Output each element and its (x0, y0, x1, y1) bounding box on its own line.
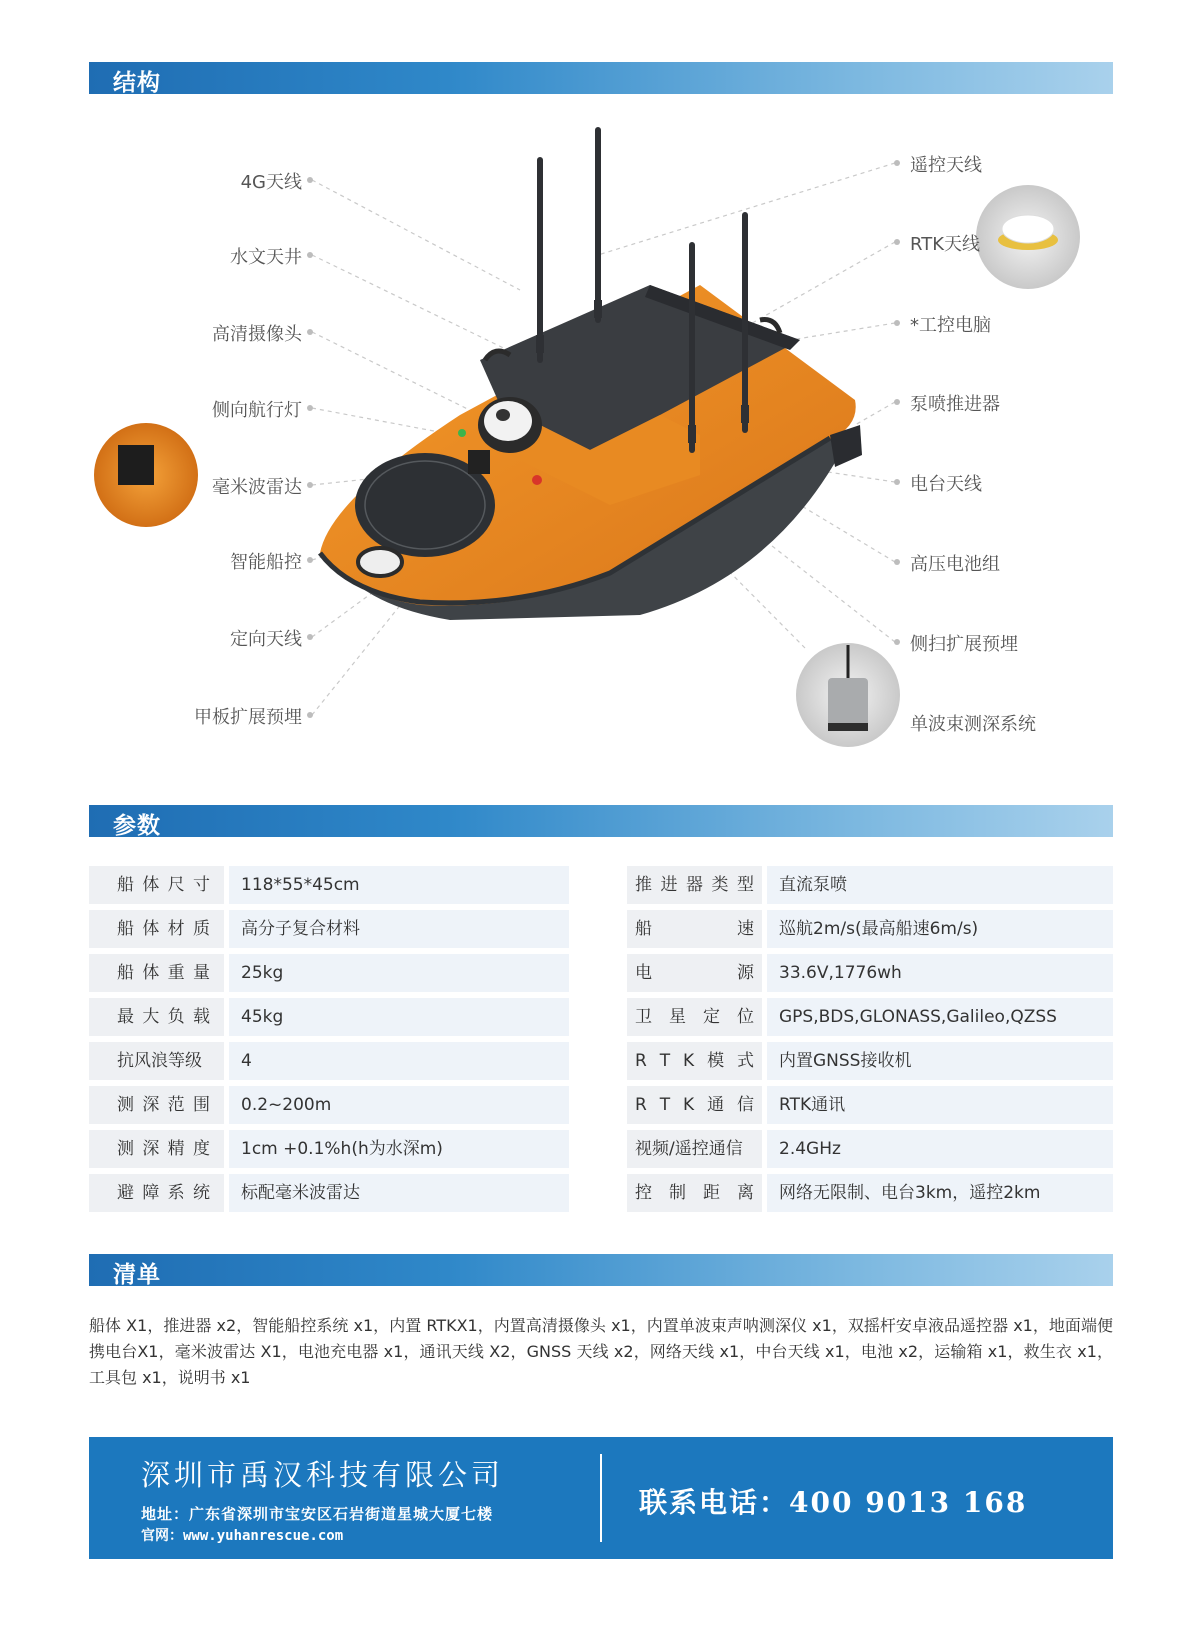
label-smart-control: 智能船控 (230, 552, 302, 573)
param-value: 0.2~200m (229, 1086, 569, 1124)
param-value: GPS,BDS,GLONASS,Galileo,QZSS (767, 998, 1113, 1036)
param-row (627, 954, 1113, 992)
label-sidescan-expansion: 侧扫扩展预埋 (910, 634, 1018, 655)
param-row (89, 1042, 569, 1080)
section-title-checklist: 清单 (113, 1262, 161, 1288)
param-value: 2.4GHz (767, 1130, 1113, 1168)
label-directional-antenna: 定向天线 (230, 629, 302, 650)
param-key: 最 大 负 载 (89, 998, 224, 1036)
param-key: 推 进 器 类 型 (627, 866, 762, 904)
param-value: 1cm +0.1%h(h为水深m) (229, 1130, 569, 1168)
label-rtk-antenna: RTK天线 (910, 234, 980, 255)
param-value: 直流泵喷 (767, 866, 1113, 904)
label-rc-antenna: 遥控天线 (910, 155, 982, 176)
param-row (627, 1086, 1113, 1124)
param-key: 船 速 (627, 910, 762, 948)
label-radio-antenna: 电台天线 (910, 474, 982, 495)
label-pump-thruster: 泵喷推进器 (910, 394, 1000, 415)
param-value: 25kg (229, 954, 569, 992)
param-key: 测 深 精 度 (89, 1130, 224, 1168)
param-value: 33.6V,1776wh (767, 954, 1113, 992)
section-bar-params (89, 805, 1113, 837)
company-website: 官网：www.yuhanrescue.com (141, 1528, 344, 1544)
param-key: 船 体 尺 寸 (89, 866, 224, 904)
company-address: 地址：广东省深圳市宝安区石岩街道星城大厦七楼 (141, 1505, 494, 1523)
boat-illustration (0, 105, 1200, 785)
param-row (89, 866, 569, 904)
param-value: 内置GNSS接收机 (767, 1042, 1113, 1080)
checklist-text: 船体 X1，推进器 x2，智能船控系统 x1，内置 RTKX1，内置高清摄像头 x1，内置单波束声呐测深仪 x1，双摇杆安卓液品遥控器 x1，地面端便携电台X1，毫米波雷达 X1，电池充电器 x1，通讯天线 X2，GNSS 天线 x2，网络天线 x1，中台天线 x1，电池 x2，运输箱 x1，救生衣 x1，工具包 x1，说明书 x1 (89, 1316, 1113, 1387)
param-value: 高分子复合材料 (229, 910, 569, 948)
param-key: R T K 模 式 (627, 1042, 762, 1080)
label-mmwave-radar: 毫米波雷达 (212, 477, 302, 498)
param-key: 卫 星 定 位 (627, 998, 762, 1036)
param-row (89, 1130, 569, 1168)
param-value: 标配毫米波雷达 (229, 1174, 569, 1212)
param-key: R T K 通 信 (627, 1086, 762, 1124)
footer-banner (89, 1437, 1113, 1559)
param-key: 船 体 重 量 (89, 954, 224, 992)
param-value: RTK通讯 (767, 1086, 1113, 1124)
section-bar-structure (89, 62, 1113, 94)
param-key: 测 深 范 围 (89, 1086, 224, 1124)
param-row (89, 954, 569, 992)
label-deck-expansion: 甲板扩展预埋 (194, 707, 302, 728)
contact-phone: 联系电话：400 9013 168 (639, 1486, 1028, 1519)
label-hydrology-well: 水文天井 (230, 247, 302, 268)
param-row (627, 998, 1113, 1036)
label-industrial-pc: *工控电脑 (910, 315, 991, 336)
company-name: 深圳市禹汉科技有限公司 (141, 1458, 505, 1492)
label-hv-battery: 高压电池组 (910, 554, 1000, 575)
param-value: 巡航2m/s(最高船速6m/s) (767, 910, 1113, 948)
param-value: 4 (229, 1042, 569, 1080)
param-value: 网络无限制、电台3km，遥控2km (767, 1174, 1113, 1212)
param-row (627, 1130, 1113, 1168)
label-single-beam-sonar: 单波束测深系统 (910, 714, 1036, 735)
section-bar-checklist (89, 1254, 1113, 1286)
param-key: 视频/遥控通信 (627, 1130, 762, 1168)
param-key: 船 体 材 质 (89, 910, 224, 948)
section-title-params: 参数 (113, 813, 161, 839)
param-key: 电 源 (627, 954, 762, 992)
param-key: 避 障 系 统 (89, 1174, 224, 1212)
label-hd-camera: 高清摄像头 (212, 324, 302, 345)
boat-structure-diagram (0, 105, 1200, 785)
section-title-structure: 结构 (113, 70, 161, 96)
param-row (627, 910, 1113, 948)
param-key: 抗风浪等级 (89, 1042, 224, 1080)
param-row (89, 1086, 569, 1124)
param-row (89, 910, 569, 948)
param-value: 118*55*45cm (229, 866, 569, 904)
param-row (627, 1042, 1113, 1080)
footer-divider (600, 1454, 602, 1542)
param-row (627, 866, 1113, 904)
param-value: 45kg (229, 998, 569, 1036)
param-row (89, 998, 569, 1036)
param-row (627, 1174, 1113, 1212)
label-4g-antenna: 4G天线 (240, 172, 302, 193)
param-key: 控 制 距 离 (627, 1174, 762, 1212)
param-row (89, 1174, 569, 1212)
label-side-nav-light: 侧向航行灯 (212, 400, 302, 421)
